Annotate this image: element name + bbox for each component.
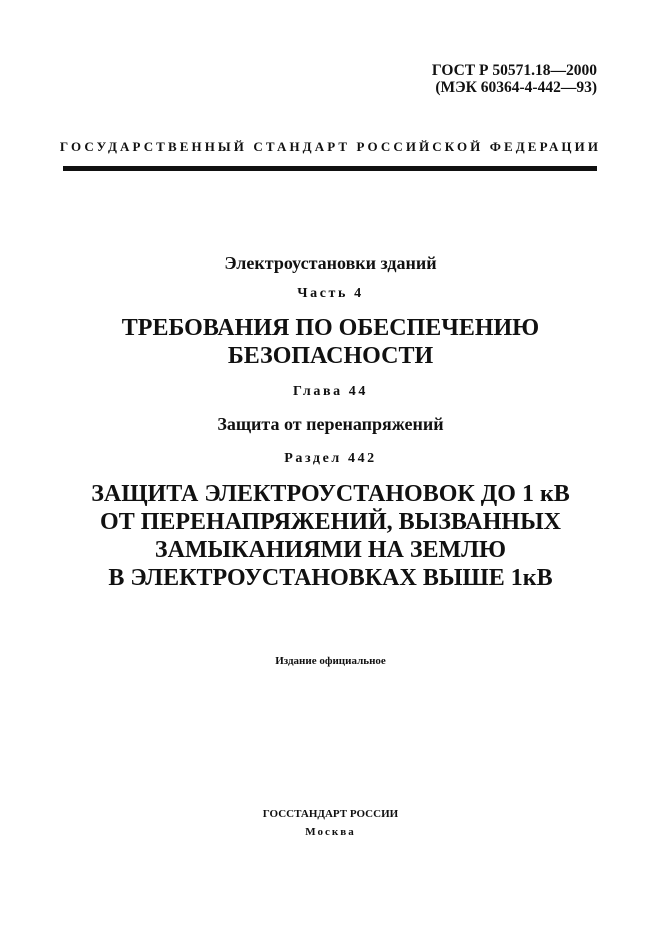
section-title-line: ЗАЩИТА ЭЛЕКТРОУСТАНОВОК ДО 1 кВ <box>91 481 570 507</box>
section-label: Раздел 442 <box>284 451 377 466</box>
section-title-line: ЗАМЫКАНИЯМИ НА ЗЕМЛЮ <box>154 537 507 563</box>
chapter-label: Глава 44 <box>292 384 369 399</box>
standard-number-block <box>432 62 597 96</box>
standard-number: ГОСТ Р 50571.18—2000 <box>431 62 597 79</box>
section-title-line: В ЭЛЕКТРОУСТАНОВКАХ ВЫШЕ 1кВ <box>108 565 553 591</box>
part-title-line: БЕЗОПАСНОСТИ <box>227 343 434 369</box>
part-title-line: ТРЕБОВАНИЯ ПО ОБЕСПЕЧЕНИЮ <box>121 315 540 341</box>
iec-number: (МЭК 60364-4-442—93) <box>435 79 597 96</box>
header-divider <box>63 166 597 171</box>
national-standard-title: ГОСУДАРСТВЕННЫЙ СТАНДАРТ РОССИЙСКОЙ ФЕДЕРАЦИИ <box>59 139 602 154</box>
part-label: Часть 4 <box>297 286 364 301</box>
series-title: Электроустановки зданий <box>224 253 437 273</box>
section-title-line: ОТ ПЕРЕНАПРЯЖЕНИЙ, ВЫЗВАННЫХ <box>100 509 561 535</box>
section-title <box>0 480 661 592</box>
edition-note: Издание официальное <box>275 655 386 667</box>
publisher: ГОССТАНДАРТ РОССИИ <box>262 808 399 820</box>
part-title <box>0 314 661 370</box>
chapter-title: Защита от перенапряжений <box>217 414 444 434</box>
city: Москва <box>305 826 356 838</box>
